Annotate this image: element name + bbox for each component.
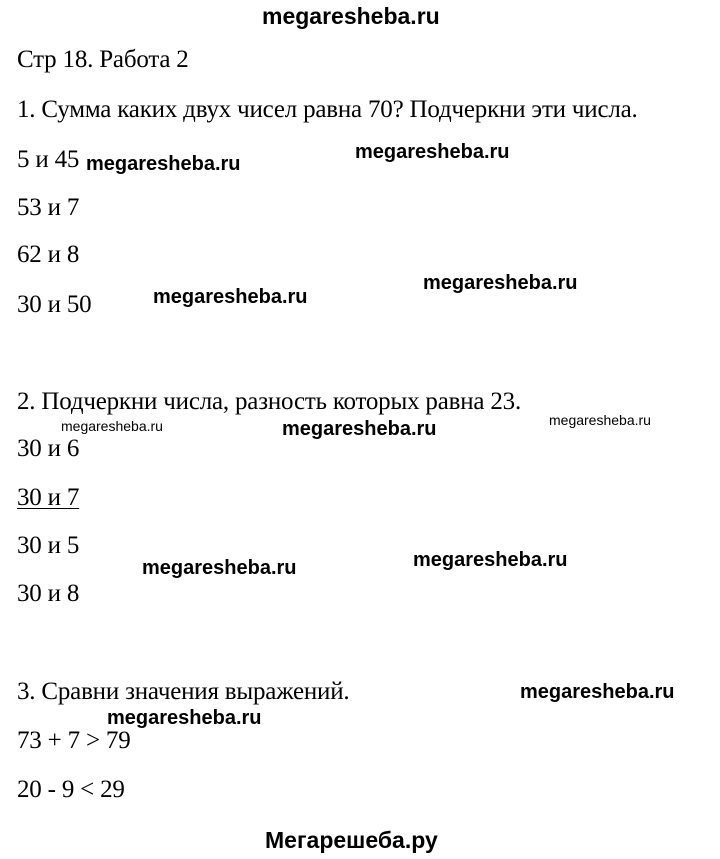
page-heading: Стр 18. Работа 2 xyxy=(17,46,189,73)
task3-expression: 73 + 7 > 79 xyxy=(17,727,131,754)
watermark-small: megaresheba.ru xyxy=(61,418,163,434)
watermark: megaresheba.ru xyxy=(153,286,308,308)
task2-option: 30 и 5 xyxy=(17,532,80,559)
task1-option: 30 и 50 xyxy=(17,291,92,318)
task3-question: 3. Сравни значения выражений. xyxy=(17,678,350,705)
footer-watermark: Мегарешеба.ру xyxy=(265,827,438,853)
watermark: megaresheba.ru xyxy=(413,549,568,571)
watermark: megaresheba.ru xyxy=(142,557,297,579)
task2-option: 30 и 6 xyxy=(17,435,80,462)
task2-option: 30 и 8 xyxy=(17,580,80,607)
header-watermark: megaresheba.ru xyxy=(262,3,440,29)
watermark-small: megaresheba.ru xyxy=(549,412,651,428)
watermark: megaresheba.ru xyxy=(107,707,262,729)
task1-option: 53 и 7 xyxy=(17,194,80,221)
watermark: megaresheba.ru xyxy=(86,153,241,175)
watermark: megaresheba.ru xyxy=(520,681,675,703)
task2-option-underlined: 30 и 7 xyxy=(17,484,80,511)
task1-question: 1. Сумма каких двух чисел равна 70? Подчеркни эти числа. xyxy=(17,96,638,123)
watermark: megaresheba.ru xyxy=(423,272,578,294)
task1-option: 62 и 8 xyxy=(17,241,80,268)
task3-expression: 20 - 9 < 29 xyxy=(17,776,125,803)
task2-question: 2. Подчеркни числа, разность которых равна 23. xyxy=(17,388,522,415)
watermark: megaresheba.ru xyxy=(282,418,437,440)
watermark: megaresheba.ru xyxy=(355,141,510,163)
task1-option: 5 и 45 xyxy=(17,146,80,173)
